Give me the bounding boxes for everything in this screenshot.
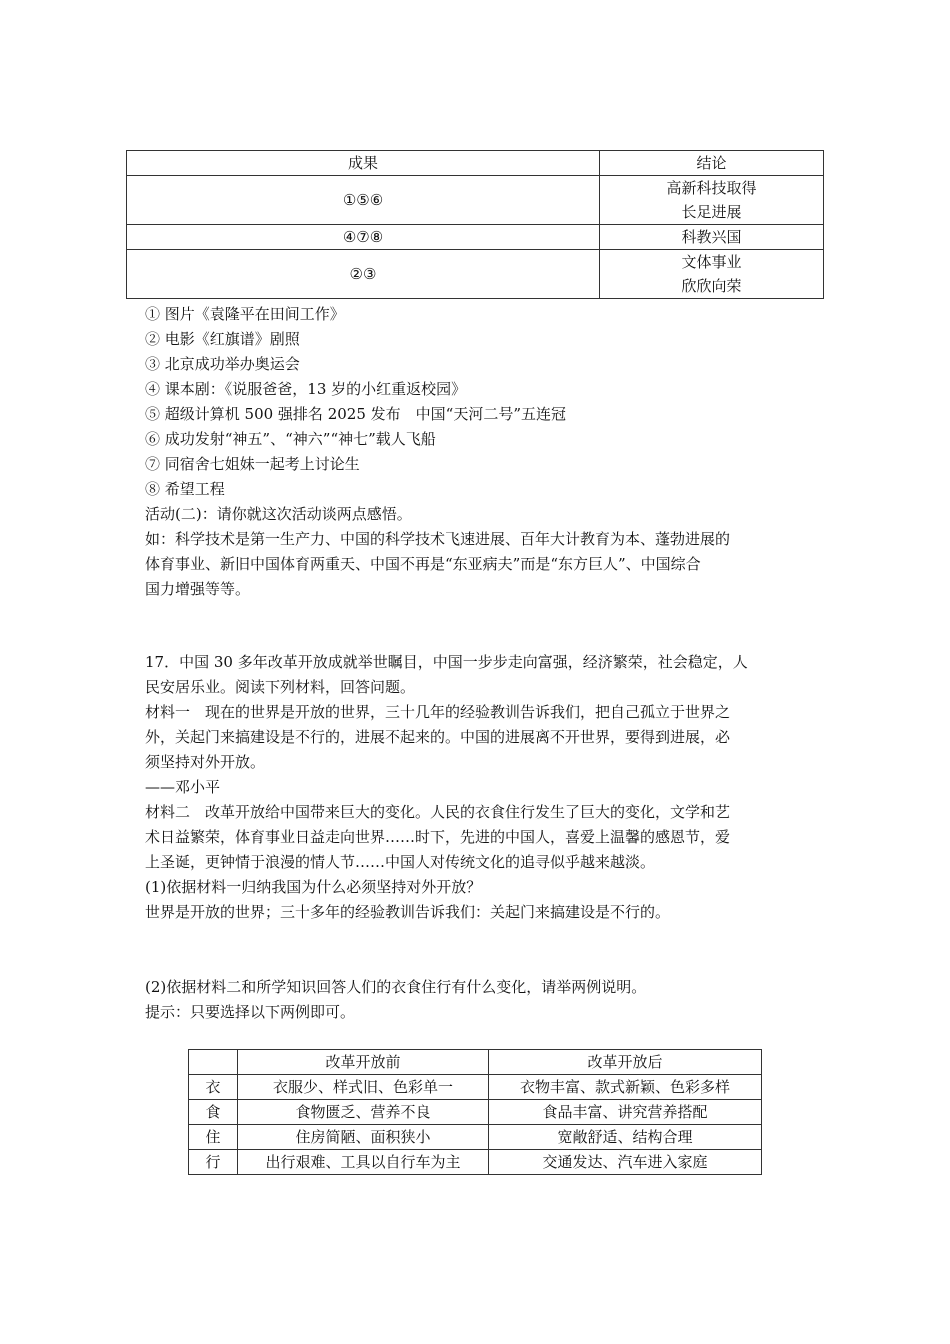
row-label: 住 <box>189 1125 238 1150</box>
conclusion-line: 欣欣向荣 <box>681 277 742 295</box>
row-label: 衣 <box>189 1075 238 1100</box>
activity-answer-line: 体育事业、新旧中国体育两重天、中国不再是“东亚病夫”而是“东方巨人”、中国综合 <box>145 555 701 573</box>
row-label: 行 <box>189 1150 238 1175</box>
before-cell: 衣服少、样式旧、色彩单一 <box>238 1075 489 1100</box>
list-item: ⑧ 希望工程 <box>145 480 225 498</box>
activity-prompt: 活动(二)：请你就这次活动谈两点感悟。 <box>145 505 412 523</box>
table-row <box>189 1100 762 1125</box>
question-intro: 17．中国 30 多年改革开放成就举世瞩目，中国一步步走向富强，经济繁荣，社会稳定，人 <box>145 653 748 671</box>
header-results: 成果 <box>127 151 600 176</box>
material-one-line: 外，关起门来搞建设是不行的，进展不起来的。中国的进展离不开世界，要得到进展，必 <box>145 728 731 746</box>
conclusion-line: 长足进展 <box>681 203 742 221</box>
results-table <box>126 150 824 299</box>
conclusion-cell: 科教兴国 <box>600 225 824 250</box>
before-cell: 住房简陋、面积狭小 <box>238 1125 489 1150</box>
header-conclusion: 结论 <box>600 151 824 176</box>
before-cell: 食物匮乏、营养不良 <box>238 1100 489 1125</box>
conclusion-line: 高新科技取得 <box>666 179 757 197</box>
list-item: ② 电影《红旗谱》剧照 <box>145 330 300 348</box>
table-row <box>127 225 824 250</box>
sub-question-2: (2)依据材料二和所学知识回答人们的衣食住行有什么变化，请举两例说明。 <box>145 978 647 996</box>
hint-text: 提示：只要选择以下两例即可。 <box>145 1003 356 1021</box>
quote-attribution: ——邓小平 <box>145 778 221 796</box>
material-one-line: 材料一 现在的世界是开放的世界，三十几年的经验教训告诉我们，把自己孤立于世界之 <box>145 703 731 721</box>
row-label: 食 <box>189 1100 238 1125</box>
table-header-row <box>127 151 824 176</box>
table-header-row <box>189 1050 762 1075</box>
conclusion-cell <box>600 176 824 225</box>
header-after: 改革开放后 <box>489 1050 762 1075</box>
table-row <box>127 176 824 225</box>
list-item: ③ 北京成功举办奥运会 <box>145 355 300 373</box>
sub-question-1: (1)依据材料一归纳我国为什么必须坚持对外开放？ <box>145 878 482 896</box>
question-intro: 民安居乐业。阅读下列材料，回答问题。 <box>145 678 416 696</box>
list-item: ⑤ 超级计算机 500 强排名 2025 发布 中国“天河二号”五连冠 <box>145 405 566 423</box>
result-cell: ④⑦⑧ <box>127 225 600 250</box>
table-row <box>189 1150 762 1175</box>
table-row <box>189 1075 762 1100</box>
reform-comparison-table <box>188 1049 762 1175</box>
after-cell: 宽敞舒适、结构合理 <box>489 1125 762 1150</box>
list-item: ① 图片《袁隆平在田间工作》 <box>145 305 345 323</box>
after-cell: 衣物丰富、款式新颖、色彩多样 <box>489 1075 762 1100</box>
header-blank <box>189 1050 238 1075</box>
before-cell: 出行艰难、工具以自行车为主 <box>238 1150 489 1175</box>
sub-answer-1: 世界是开放的世界；三十多年的经验教训告诉我们：关起门来搞建设是不行的。 <box>145 903 671 921</box>
header-before: 改革开放前 <box>238 1050 489 1075</box>
table-row <box>189 1125 762 1150</box>
after-cell: 食品丰富、讲究营养搭配 <box>489 1100 762 1125</box>
list-item: ④ 课本剧：《说服爸爸，13 岁的小红重返校园》 <box>145 380 467 398</box>
material-two-line: 术日益繁荣，体育事业日益走向世界……时下，先进的中国人，喜爱上温馨的感恩节，爱 <box>145 828 731 846</box>
table-row <box>127 250 824 299</box>
result-cell: ①⑤⑥ <box>127 176 600 225</box>
material-one-line: 须坚持对外开放。 <box>145 753 266 771</box>
activity-answer-line: 国力增强等等。 <box>145 580 251 598</box>
material-two-line: 材料二 改革开放给中国带来巨大的变化。人民的衣食住行发生了巨大的变化，文学和艺 <box>145 803 731 821</box>
conclusion-cell <box>600 250 824 299</box>
after-cell: 交通发达、汽车进入家庭 <box>489 1150 762 1175</box>
list-item: ⑥ 成功发射“神五”、“神六”“神七”载人飞船 <box>145 430 436 448</box>
activity-answer-line: 如：科学技术是第一生产力、中国的科学技术飞速进展、百年大计教育为本、蓬勃进展的 <box>145 530 731 548</box>
list-item: ⑦ 同宿舍七姐妹一起考上讨论生 <box>145 455 360 473</box>
result-cell: ②③ <box>127 250 600 299</box>
material-two-line: 上圣诞，更钟情于浪漫的情人节……中国人对传统文化的追寻似乎越来越淡。 <box>145 853 656 871</box>
conclusion-line: 文体事业 <box>681 253 742 271</box>
